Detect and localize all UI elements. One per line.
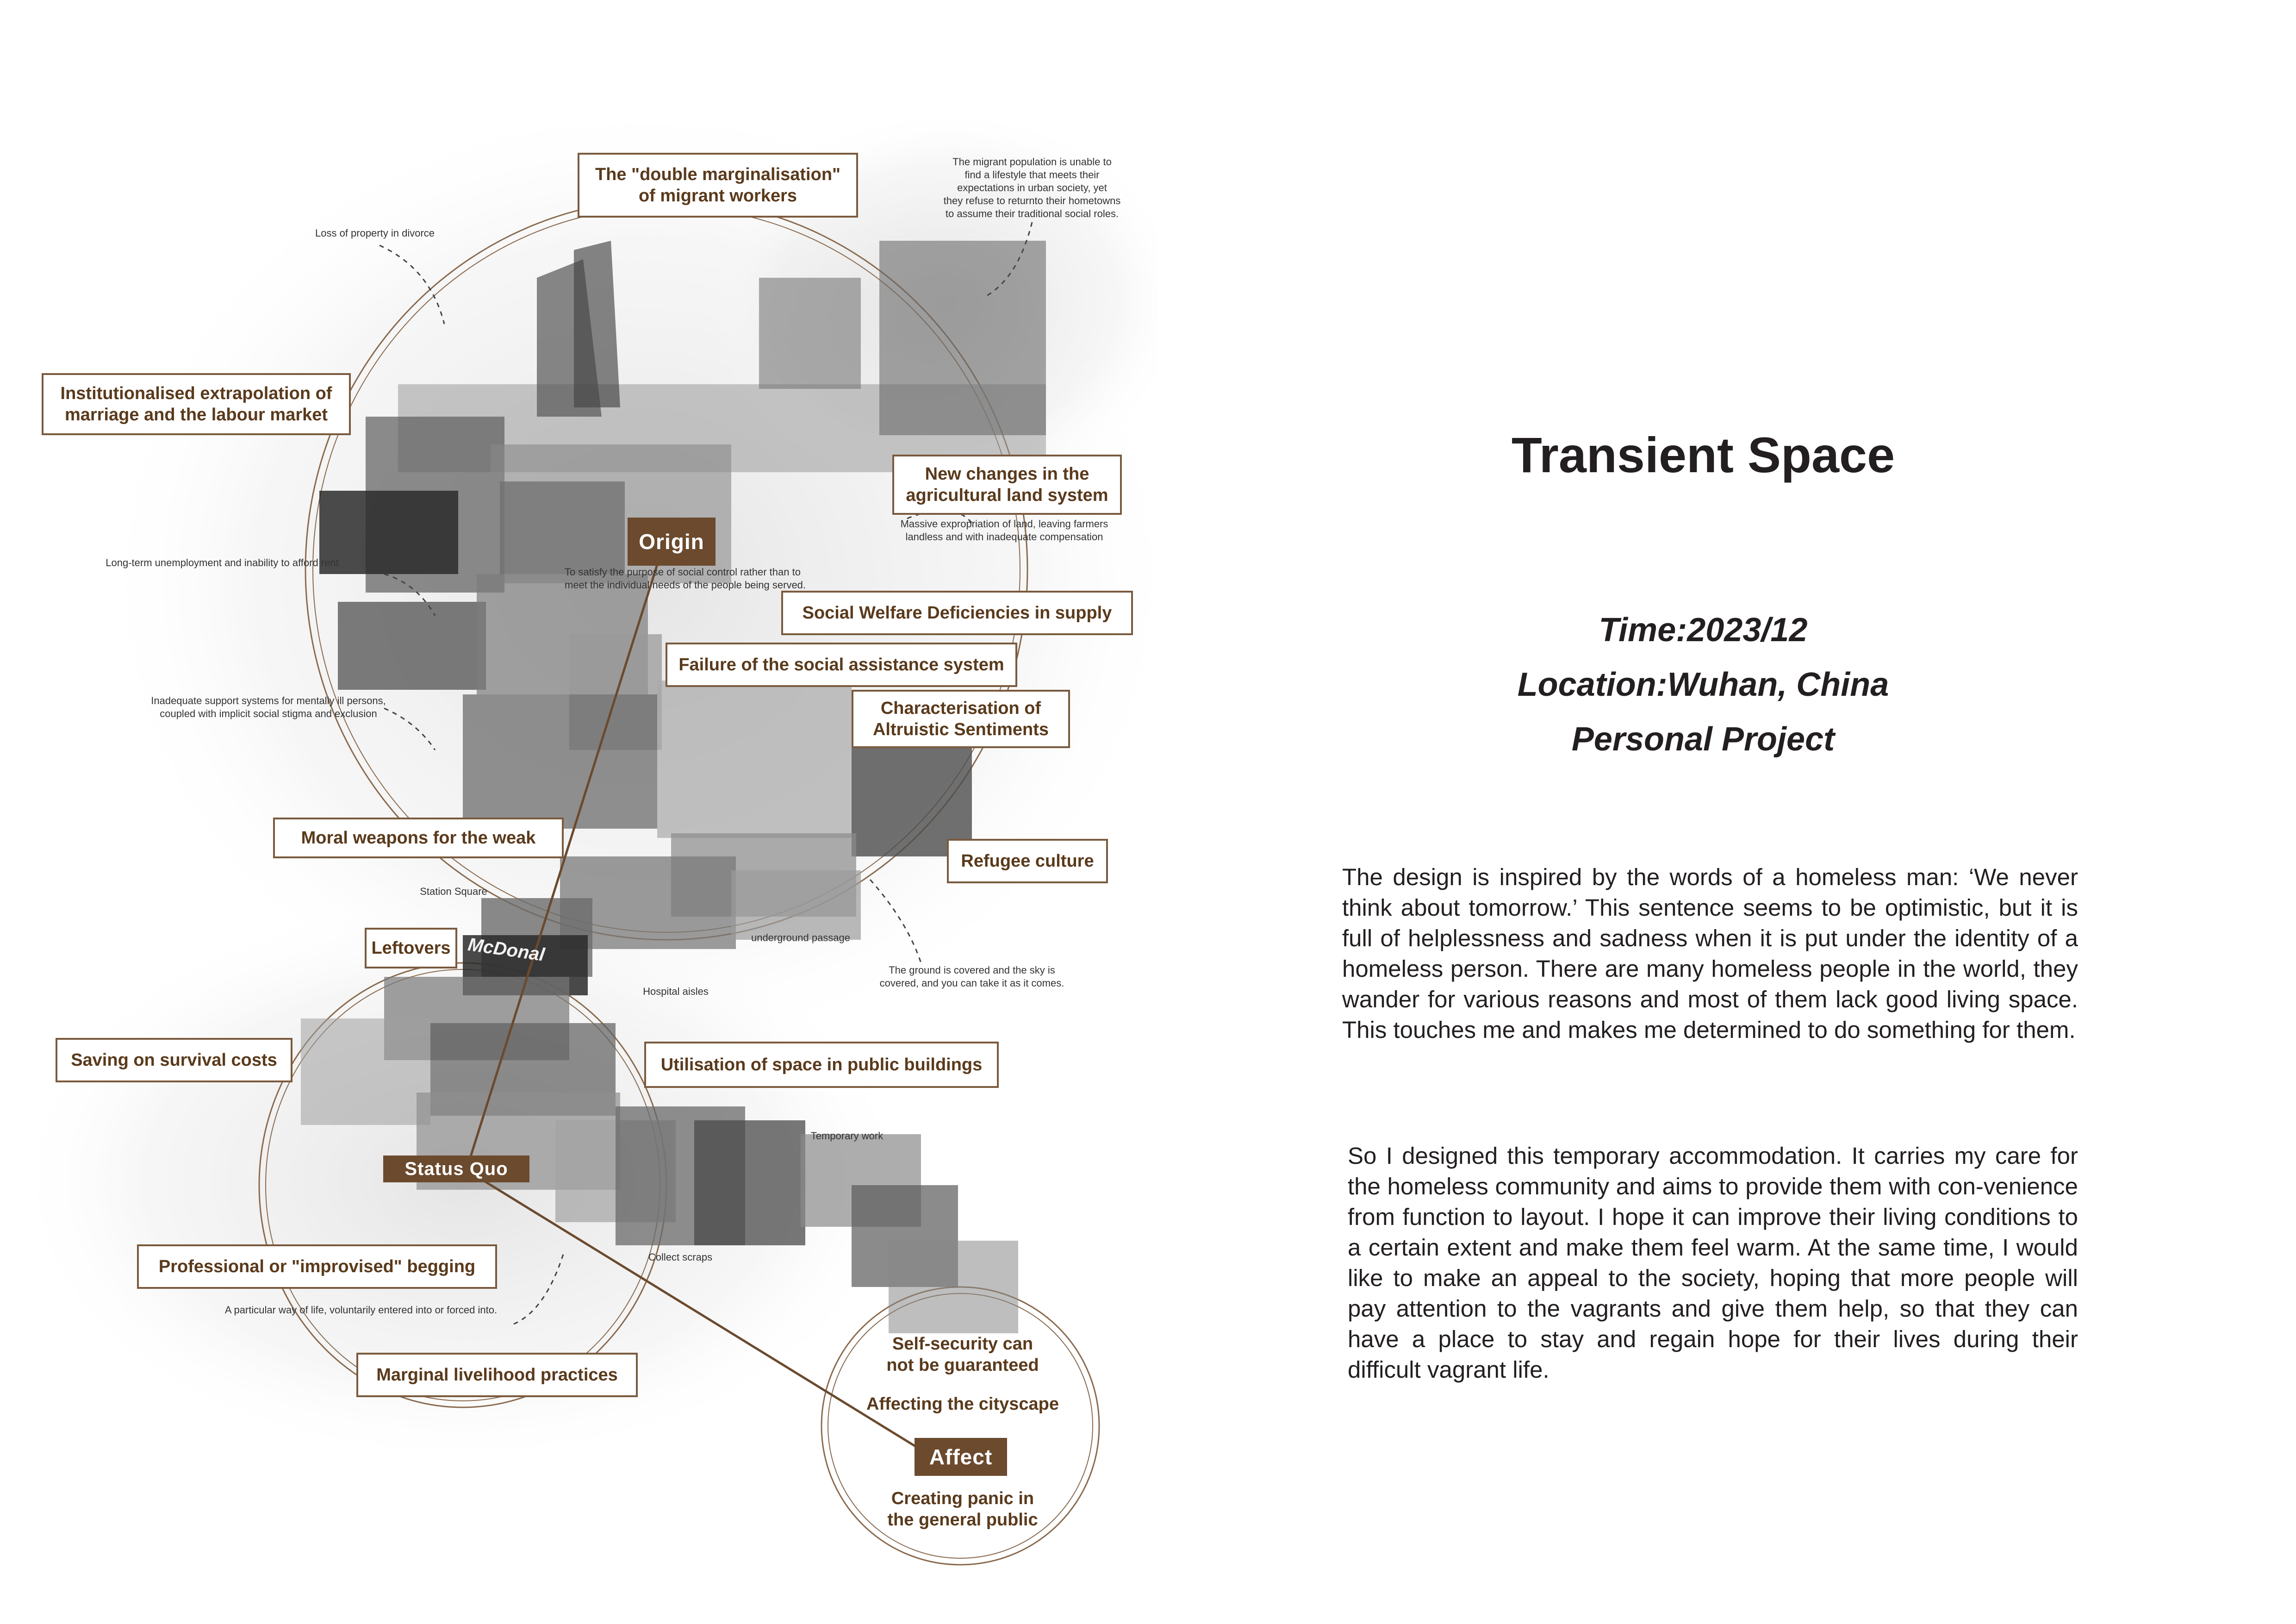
note-underground: underground passage [751, 932, 851, 943]
note-divorce: Loss of property in divorce [315, 227, 435, 239]
description-paragraph-1: The design is inspired by the words of a homeless man: ‘We never think about tomorrow.’ This sentence seems to be optimistic, but it is full of helplessness and sadness when it is put under the identity of a homeless person. There are many homeless people in the world, they wander for various reasons and most of them lack good living space. This touches me and makes me determined to do something for them. [1342, 864, 2078, 1043]
photo-mcdonalds-sign: McDonal [467, 934, 546, 965]
note-temporary: Temporary work [810, 1130, 884, 1142]
box-agri-land: New changes in the agricultural land system [892, 455, 1122, 515]
box-begging: Professional or "improvised" begging [137, 1244, 497, 1289]
tag-status-quo: Status Quo [383, 1156, 529, 1182]
project-title: Transient Space [1511, 427, 1895, 483]
project-location: Location:Wuhan, China [1517, 666, 1889, 703]
affect-self-security: Self-security can not be guaranteed [886, 1334, 1039, 1375]
tag-origin: Origin [628, 518, 716, 566]
box-refugee: Refugee culture [947, 839, 1108, 883]
box-welfare: Social Welfare Deficiencies in supply [781, 591, 1133, 635]
note-expropriation: Massive expropriation of land, leaving farmers landless and with inadequate compensation [900, 518, 1108, 543]
note-social-control: To satisfy the purpose of social control rather than to meet the individual needs of the people being served. [565, 566, 806, 591]
tag-affect: Affect [915, 1438, 1007, 1476]
note-migrant: The migrant population is unable to find a lifestyle that meets their expectations in urban society, yet they refuse to returnto their hometowns to assume their traditional social roles. [943, 156, 1121, 219]
box-institutionalised: Institutionalised extrapolation of marriage and the labour market [42, 373, 351, 435]
project-time: Time:2023/12 [1599, 612, 1808, 649]
project-type: Personal Project [1571, 721, 1835, 758]
box-double-marginalisation: The "double marginalisation" of migrant workers [578, 153, 858, 218]
box-leftovers: Leftovers [365, 928, 457, 968]
box-public-space: Utilisation of space in public buildings [644, 1042, 999, 1088]
note-station: Station Square [420, 886, 487, 897]
affect-cityscape: Affecting the cityscape [866, 1394, 1059, 1414]
note-way-of-life: A particular way of life, voluntarily entered into or forced into. [224, 1304, 498, 1316]
note-mental: Inadequate support systems for mentally ill persons, coupled with implicit social stigma and exclusion [151, 695, 386, 719]
description-paragraph-2: So I designed this temporary accommodation. It carries my care for the homeless community and aims to provide them with con-venience from function to layout. I hope it can improve their living conditions to a certain extent and make them feel warm. At the same time, I would like to make an appeal to the society, hoping that more people will pay attention to the vagrants and give them help, so that they can have a place to stay and regain hope for their lives during their difficult vagrant life. [1348, 1143, 2078, 1383]
affect-panic: Creating panic in the general public [887, 1489, 1038, 1530]
note-unemployment: Long-term unemployment and inability to afford rent [106, 557, 339, 568]
box-marginal: Marginal livelihood practices [356, 1353, 638, 1397]
box-survival: Saving on survival costs [56, 1038, 292, 1082]
box-moral: Moral weapons for the weak [273, 818, 564, 858]
box-assistance: Failure of the social assistance system [666, 643, 1017, 687]
box-altruistic: Characterisation of Altruistic Sentiments [852, 690, 1070, 748]
note-hospital: Hospital aisles [643, 986, 709, 997]
note-scraps: Collect scraps [648, 1251, 713, 1263]
note-ground: The ground is covered and the sky is covered, and you can take it as it comes. [879, 964, 1064, 989]
